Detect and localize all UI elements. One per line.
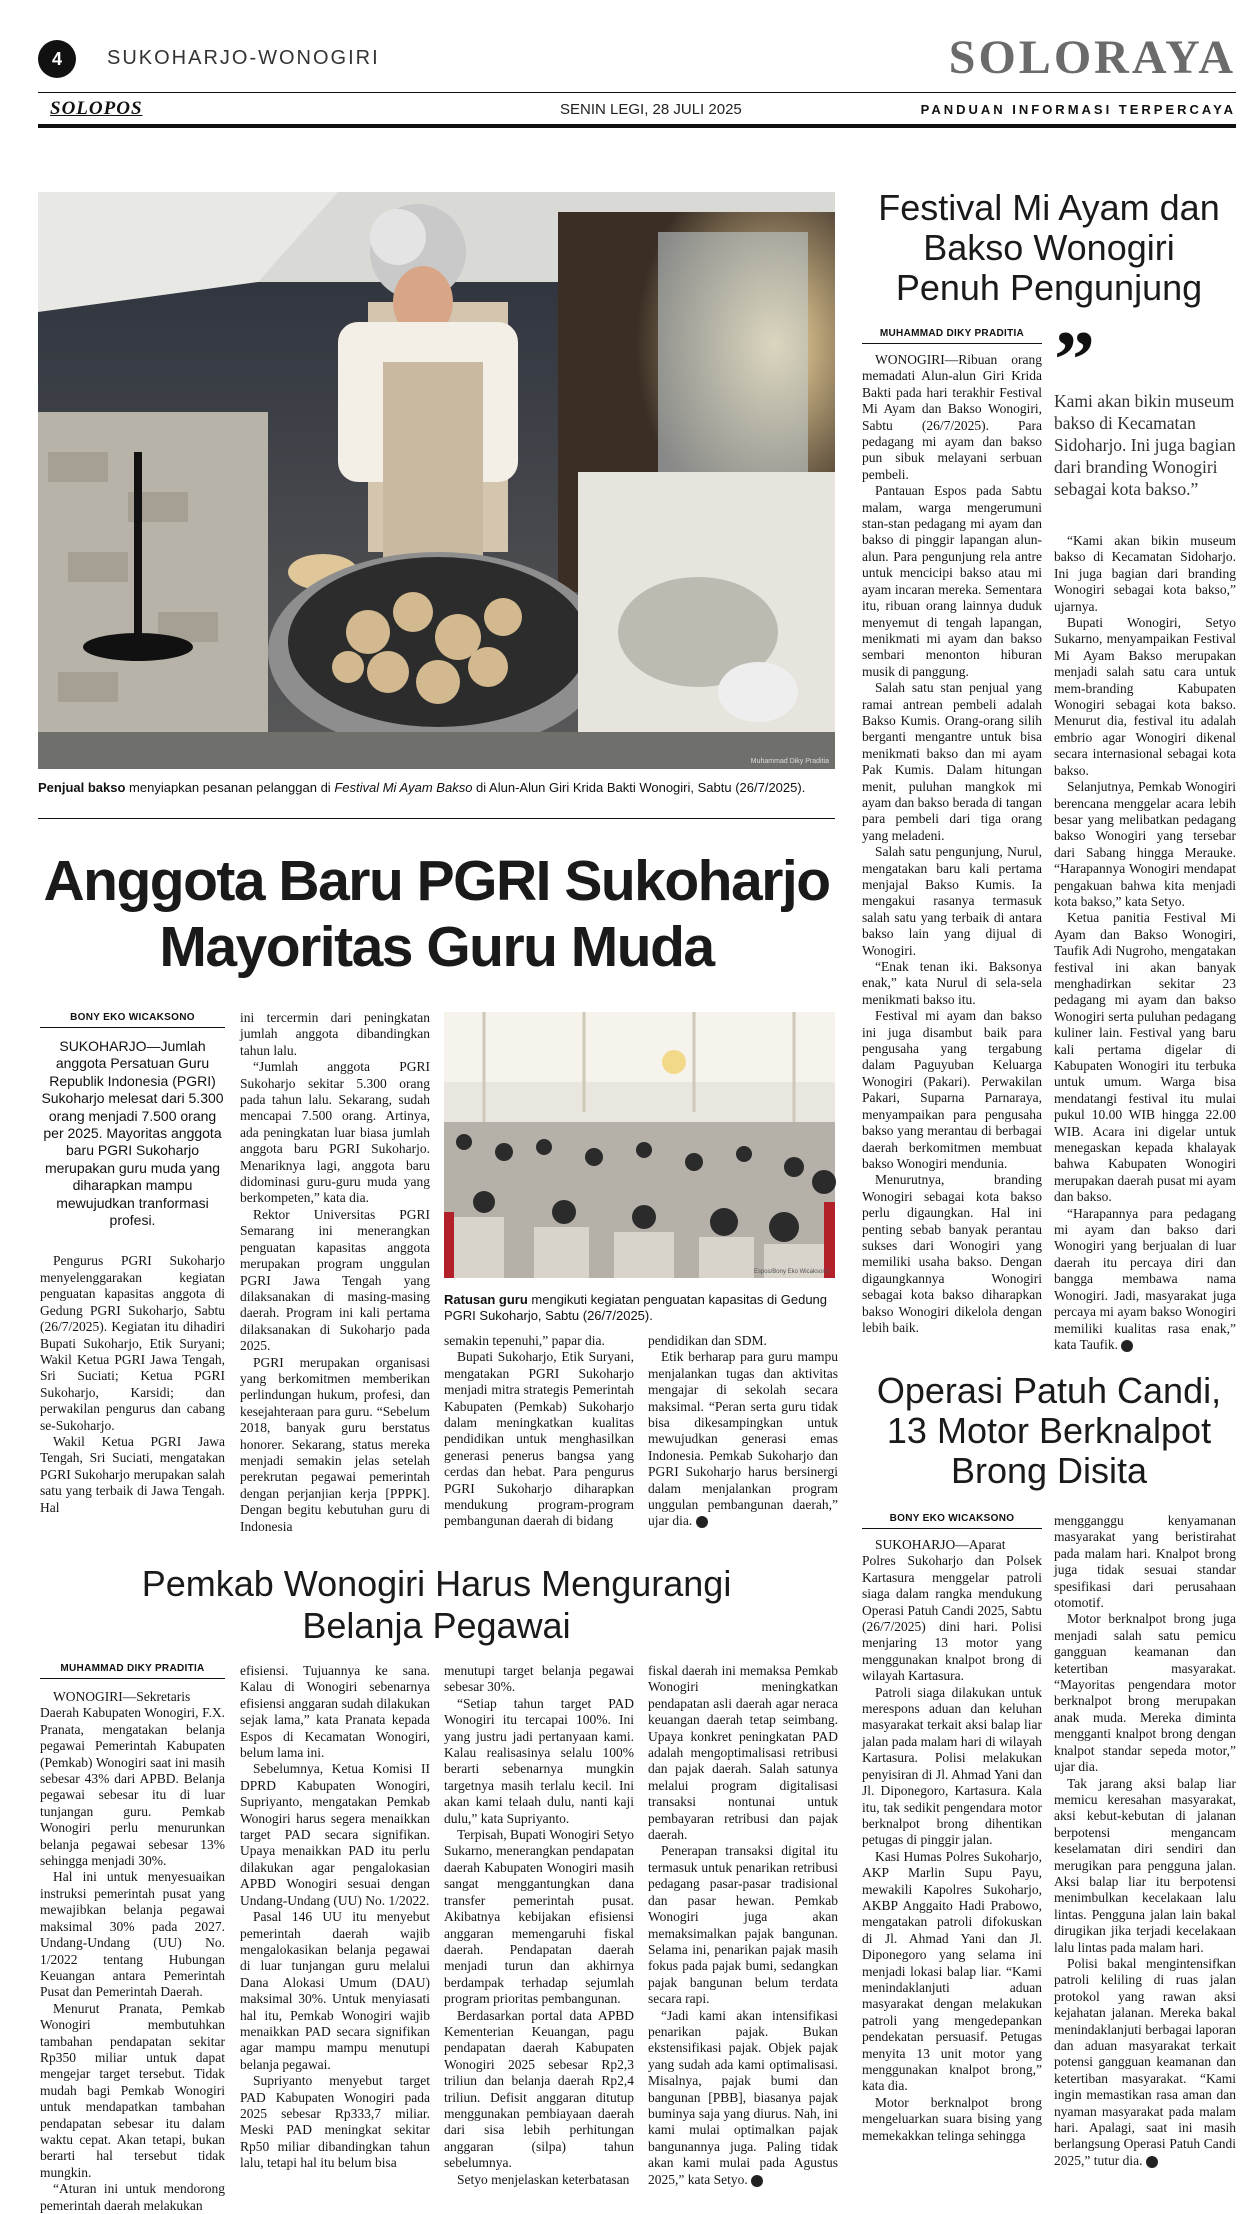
main-photo-caption xyxy=(38,780,838,796)
masthead-logo: SOLOPOS xyxy=(50,98,143,119)
column-text: WONOGIRI—Sekretaris Daerah Kabupaten Wonogiri, F.X. Pranata, mengatakan belanja pegawai Pemerintah Kabupaten (Pemkab) Wonogiri saat ini masih sebesar 43% dari APBD. Belanja pegawai sebesar itu di luar tunjangan guru. Pemkab Wonogiri perlu menurunkan belanja pegawai sebesar 13% sehingga menjadi 30%. Hal ini untuk menyesuaikan instruksi pemerintah pusat yang mewajibkan belanja pegawai maksimal 30% pada 2027. Undang-Undang (UU) No. 1/2022 tentang Hubungan Keuangan antara Pemerintah Pusat dan Pemerintah Daerah. Menurut Pranata, Pemkab Wonogiri membutuhkan tambahan pendapatan sekitar Rp350 miliar untuk dapat mengejar target tersebut. Tidak mudah bagi Pemkab Wonogiri untuk mendapatkan tambahan pendapatan sebesar itu dalam waktu cepat. Akan tetapi, bukan berarti hal tersebut tidak mungkin. “Aturan ini untuk mendorong pemerintah daerah melakukan xyxy=(40,1689,225,2213)
headline-line: Belanja Pegawai xyxy=(302,1605,571,1646)
pegawai-column-4: fiskal daerah ini memaksa Pemkab Wonogiri meningkatkan pendapatan asli daerah agar neraca keuangan daerah tetap seimbang. Upaya konkret peningkatan PAD adalah mengoptimalisasi retribusi dan pajak daerah. Salah satunya melalui program digitalisasi transaksi nontunai untuk pembayaran retribusi dan pajak daerah. Penerapan transaksi digital itu termasuk untuk penarikan retribusi pedagang pasar-pasar tradisional dan pasar hewan. Pemkab Wonogiri juga akan memaksimalkan pajak bangunan. Selama ini, penarikan pajak masih fokus pada pajak bumi, sedangkan pajak bangunan belum terdata secara rapi. “Jadi kami akan intensifikasi penarikan pajak. Bukan ekstensifikasi pajak. Objek pajak yang sudah ada kami optimalisasi. Misalnya, pajak bumi dan bangunan [PBB], biasanya pajak buminya saja yang diurus. Nah, ini kami mulai optimalkan pajak bangunannya juga. Paling tidak akan kami mulai pada Agustus 2025,” kata Setyo. ❖ xyxy=(648,1663,838,2187)
headline-line: Mayoritas Guru Muda xyxy=(159,915,714,979)
header-rule xyxy=(38,92,1236,93)
photo-credit: Muhammad Diky Praditia xyxy=(750,758,829,765)
tagline: PANDUAN INFORMASI TERPERCAYA xyxy=(920,102,1236,117)
page-number-badge: 4 xyxy=(38,40,76,78)
festival-pullquote xyxy=(1054,314,1236,500)
caption-rule xyxy=(38,818,835,819)
caption-text: menyiapkan pesanan pelanggan di xyxy=(125,780,335,795)
bakso-seller-photo xyxy=(38,192,835,769)
festival-headline xyxy=(862,188,1236,308)
caption-italic: Festival Mi Ayam Bakso xyxy=(334,780,473,795)
pegawai-column-2: efisiensi. Tujuannya ke sana. Kalau di Wonogiri sebenarnya efisiensi anggaran sudah dilakukan sejak lama,” kata Pranata kepada Espos di Kecamatan Wonogiri, belum lama ini. Sebelumnya, Ketua Komisi II DPRD Kabupaten Wonogiri, Supriyanto, mengatakan Pemkab Wonogiri harus segera menaikkan target PAD secara signifikan. Upaya menaikkan PAD itu perlu dilakukan agar pengalokasian APBD Wonogiri sesuai dengan Undang-Undang (UU) No. 1/2022. Pasal 146 UU itu menyebut pemerintah daerah wajib mengalokasikan belanja pegawai di luar tunjangan guru melalui Dana Alokasi Umum (DAU) maksimal 30%. Untuk menyiasati hal itu, Pemkab Wonogiri wajib menaikkan PAD secara signifikan agar mampu mampu menutupi belanja pegawai. Supriyanto menyebut target PAD Kabupaten Wonogiri pada 2025 sebesar Rp333,7 miliar. Meski PAD meningkat sekitar Rp50 miliar dibandingkan tahun lalu, tetapi hal itu belum bisa xyxy=(240,1663,430,2171)
column-text: WONOGIRI—Ribuan orang memadati Alun-alun Giri Krida Bakti pada hari terakhir Festival Mi Ayam dan Bakso Wonogiri, Sabtu (26/7/2025). Para pedagang mi ayam dan bakso pun sibuk melayani serbuan pembeli. Pantauan Espos pada Sabtu malam, warga mengerumuni stan-stan pedagang mi ayam dan bakso di pinggir lapangan alun-alun. Para pengunjung rela antre untuk mencicipi bakso atau mi ayam incaran mereka. Sementara itu, ribuan orang lainnya duduk menyemut di tengah lapangan, menikmati mi ayam dan bakso sembari menonton hiburan musik di panggung. Salah satu stan penjual yang ramai antrean pembeli adalah Bakso Kumis. Orang-orang silih berganti mengantre untuk bisa menikmati bakso dan mi ayam Pak Kumis. Dalam hitungan menit, puluhan mangkok mi ayam dan bakso berada di tangan para pembeli dari tiga orang yang meladeni. Salah satu pengunjung, Nurul, mengatakan baru kali pertama menjajal Bakso Kumis. Ia mengakui rasanya termasuk salah satu yang terbaik di antara bakso lain yang dijual di Wonogiri. “Enak tenan iki. Baksonya enak,” kata Nurul di sela-sela menikmati bakso itu. Festival mi ayam dan bakso ini juga disambut baik para pengusaha yang tergabung dalam Paguyuban Keluarga Wonogiri (Pakari). Perwakilan Pakari, Suparna Parnaraya, menyampaikan para pengusaha bakso yang merantau di berbagai daerah berkomitmen membuat bakso Wonogiri mendunia. Menurutnya, branding Wonogiri sebagai kota bakso perlu digaungkan. Hal ini penting sebab banyak perantau sukses dari Wonogiri yang memiliki usaha bakso. Dengan digaungkannya Wonogiri sebagai kota bakso diharapkan bakso Wonogiri dikelola dengan lebih baik. xyxy=(862,352,1042,1335)
headline-line: Operasi Patuh Candi, xyxy=(876,1370,1222,1411)
pgri-column-2: ini tercermin dari peningkatan jumlah anggota dibandingkan tahun lalu. “Jumlah anggota PGRI Sukoharjo sekitar 5.300 orang pada tahun lalu. Sekarang, sudah mencapai 7.500 orang. Artinya, ada peningkatan luar biasa jumlah anggota baru PGRI Sukoharjo. Menariknya lagi, anggota baru didominasi guru-guru muda yang berkompeten,” kata dia. Rektor Universitas PGRI Semarang ini menerangkan penguatan kapasitas anggota merupakan program unggulan PGRI Jawa Tengah yang dilaksanakan di masing-masing daerah. Program ini kali pertama dilaksanakan di Sukoharjo pada 2025. PGRI merupakan organisasi yang berkomitmen memberikan perlindungan hukum, profesi, dan kesejahteraan para guru. “Sebelum 2018, banyak guru berstatus honorer. Sekarang, status mereka menjadi semakin jelas setelah perekrutan pegawai pemerintah dengan perjanjian kerja [PPPK]. Dengan begitu kebutuhan guru di Indonesia xyxy=(240,1010,430,1534)
column-text: Pengurus PGRI Sukoharjo menyelenggarakan kegiatan penguatan kapasitas anggota di Gedung PGRI Sukoharjo, Sabtu (26/7/2025). Kegiatan itu dihadiri Bupati Sukoharjo, Etik Suryani; Wakil Ketua PGRI Jawa Tengah, Sri Suciati; Ketua PGRI Sukoharjo, Karsidi; dan perwakilan pengurus dan cabang se-Sukoharjo. Wakil Ketua PGRI Jawa Tengah, Sri Suciati, mengatakan PGRI Sukoharjo merupakan salah satu yang terbaik di Jawa Tengah. Hal xyxy=(40,1253,225,1515)
issue-date: SENIN LEGI, 28 JULI 2025 xyxy=(560,101,742,118)
header-bottom-rule xyxy=(38,124,1236,128)
teachers-illustration xyxy=(444,1012,835,1278)
teachers-photo-caption xyxy=(444,1292,835,1324)
caption-text: di Alun-Alun Giri Krida Bakti Wonogiri, Sabtu (26/7/2025). xyxy=(472,780,806,795)
pgri-column-1 xyxy=(40,1012,225,1516)
end-mark-icon: ❖ xyxy=(1121,1340,1133,1352)
headline-line: Festival Mi Ayam dan xyxy=(878,187,1220,228)
festival-column-1 xyxy=(862,328,1042,1336)
byline: BONY EKO WICAKSONO xyxy=(862,1513,1042,1529)
pegawai-column-1 xyxy=(40,1663,225,2214)
byline: BONY EKO WICAKSONO xyxy=(40,1012,225,1028)
caption-bold: Penjual bakso xyxy=(38,780,126,795)
end-mark-icon: ❖ xyxy=(751,2175,763,2187)
quote-mark-icon: ” xyxy=(1054,314,1095,405)
festival-column-2: “Kami akan bikin museum bakso di Kecamatan Sidoharjo. Ini juga bagian dari branding Wonogiri sebagai kota bakso,” ujarnya. Bupati Wonogiri, Setyo Sukarno, menyampaikan Festival Mi Ayam Bakso merupakan menjadi salah satu cara untuk mem-branding Kabupaten Wonogiri sebagai kota bakso. Menurut dia, festival itu adalah embrio agar Wonogiri dikenal secara internasional sebagai kota bakso. Selanjutnya, Pemkab Wonogiri berencana menggelar acara lebih besar yang melibatkan pedagang bakso Wonogiri yang tersebar dari Sabang hingga Merauke. “Harapannya Wonogiri mendapat pengakuan bahwa kita menjadi kota bakso,” kata Setyo. Ketua panitia Festival Mi Ayam dan Bakso Wonogiri, Taufik Adi Nugroho, mengatakan festival ini akan banyak menghadirkan sekitar 23 pedagang mi ayam dan bakso Wonogiri serta puluhan pedagang kuliner lain. Festival yang baru kali pertama digelar di Kabupaten Wonogiri itu terbuka untuk umum. Warga bisa mendatangi festival itu mulai pukul 10.00 WIB hingga 22.00 WIB. Acara ini digelar untuk menegaskan kepada khalayak bahwa Kabupaten Wonogiri merupakan daerah pusat mi ayam dan bakso. “Harapannya para pedagang mi ayam dan bakso dari Wonogiri yang berjualan di luar daerah itu percaya diri dan bangga membawa nama Wonogiri. Jadi, masyarakat juga percaya mi ayam bakso Wonogiri memiliki kualitas rasa enak,” kata Taufik. ❖ xyxy=(1054,533,1236,1352)
caption-bold: Ratusan guru xyxy=(444,1292,528,1307)
pegawai-headline xyxy=(38,1563,835,1647)
section-label: SUKOHARJO-WONOGIRI xyxy=(107,47,380,69)
headline-line: Bakso Wonogiri xyxy=(923,227,1175,268)
lead-paragraph: SUKOHARJO—Jumlah anggota Persatuan Guru Republik Indonesia (PGRI) Sukoharjo melesat dari 5.300 orang menjadi 7.500 orang per 2025. Mayoritas anggota baru PGRI Sukoharjo merupakan guru muda yang diharapkan mampu mewujudkan tranformasi profesi. xyxy=(41,1038,224,1229)
byline: MUHAMMAD DIKY PRADITIA xyxy=(862,328,1042,344)
headline-line: 13 Motor Berknalpot xyxy=(886,1410,1212,1451)
bakso-seller-illustration xyxy=(38,192,835,769)
end-mark-icon: ❖ xyxy=(1146,2156,1158,2168)
pullquote-text: Kami akan bikin museum bakso di Kecamatan Sidoharjo. Ini juga bagian dari branding Wonogiri sebagai kota bakso.” xyxy=(1054,391,1236,499)
candi-headline xyxy=(862,1371,1236,1491)
headline-line: Brong Disita xyxy=(950,1450,1148,1491)
caption-text: mengikuti kegiatan penguatan kapasitas di Gedung PGRI Sukoharjo, Sabtu (26/7/2025). xyxy=(444,1292,828,1323)
pgri-headline xyxy=(38,848,835,980)
pgri-column-4: pendidikan dan SDM. Etik berharap para guru mampu menjalankan tugas dan aktivitas mengajar di sekolah secara maksimal. “Peran serta guru tidak bisa dikesampingkan untuk mewujudkan generasi emas Indonesia. Pemkab Sukoharjo dan PGRI Sukoharjo harus bersinergi dalam menjalankan program unggulan pembangunan daerah,” ujar dia. ❖ xyxy=(648,1333,838,1529)
candi-column-2: mengganggu kenyamanan masyarakat yang beristirahat pada malam hari. Knalpot brong juga tidak sesuai standar spesifikasi dari perusahaan otomotif. Motor berknalpot brong juga menjadi salah satu pemicu gangguan keamanan dan ketertiban masyarakat. “Mayoritas pengendara motor berknalpot brong merupakan anak muda. Mereka diminta mengganti knalpot brong dengan knalpot standar sepeda motor,” ujar dia. Tak jarang aksi balap liar memicu keresahan masyarakat, aksi kebut-kebutan di jalanan berpotensi mengancam keselamatan diri sendiri dan merugikan para pengguna jalan. Aksi balap liar itu berpotensi menimbulkan kecelakaan lalu lintas. Pengguna jalan lain bakal dirugikan jika terjadi kecelakaan lalu lintas pada malam hari. Polisi bakal mengintensifkan patroli keliling di ruas jalan protokol yang rawan aksi kejahatan jalanan. Mereka bakal menindaklanjuti berbagai laporan dan aduan masyarakat terkait potensi gangguan keamanan dan ketertiban masyarakat. “Kami ingin memastikan rasa aman dan nyaman masyarakat pada malam hari. Apalagi, saat ini masih berlangsung Operasi Patuh Candi 2025,” tutur dia. ❖ xyxy=(1054,1513,1236,2168)
pegawai-column-3: menutupi target belanja pegawai sebesar 30%. “Setiap tahun target PAD Wonogiri itu tercapai 100%. Ini yang justru jadi pertanyaan kami. Kalau realisasinya selalu 100% berarti sebenarnya mungkin targetnya masih terlalu kecil. Ini akan kami telaah dulu, nanti kaji dulu,” kata Supriyanto. Terpisah, Bupati Wonogiri Setyo Sukarno, menerangkan pendapatan daerah Kabupaten Wonogiri masih sangat menggantungkan dana transfer pemerintah pusat. Akibatnya kebijakan efisiensi anggaran memengaruhi fiskal daerah. Pendapatan daerah menjadi turun dan akhirnya berdampak terhadap sejumlah program prioritas pembangunan. Berdasarkan portal data APBD Kementerian Keuangan, pagu pendapatan daerah Kabupaten Wonogiri 2025 sebesar Rp2,3 triliun dan belanja daerah Rp2,4 triliun. Defisit anggaran ditutup menggunakan pembiayaan daerah dari sisa lebih perhitungan anggaran (silpa) tahun sebelumnya. Setyo menjelaskan keterbatasan xyxy=(444,1663,634,2187)
byline: MUHAMMAD DIKY PRADITIA xyxy=(40,1663,225,1679)
headline-line: Anggota Baru PGRI Sukoharjo xyxy=(43,849,830,913)
end-mark-icon: ❖ xyxy=(696,1516,708,1528)
photo-credit: Espos/Bony Eko Wicaksono xyxy=(753,1269,829,1275)
column-text: SUKOHARJO—Aparat Polres Sukoharjo dan Polsek Kartasura menggelar patroli siaga dalam rangka mendukung Operasi Patuh Candi 2025, Sabtu (26/7/2025) dini hari. Polisi menjaring 13 motor yang menggunakan knalpot brong di wilayah Kartasura. Patroli siaga dilakukan untuk merespons aduan dan keluhan masyarakat terkait aksi balap liar jalan pada malam hari di wilayah Kartasura. Polisi melakukan penyisiran di Jl. Ahmad Yani dan Jl. Diponegoro, Kartasura. Kala itu, tak sedikit pengendara motor berknalpot brong dihentikan petugas di pinggir jalan. Kasi Humas Polres Sukoharjo, AKP Marlin Supu Payu, mewakili Kapolres Sukoharjo, AKBP Anggaito Hadi Prabowo, mengatakan patroli difokuskan di Jl. Ahmad Yani dan Jl. Diponegoro yang selama ini menjadi lokasi balap liar. “Kami menindaklanjuti aduan masyarakat dengan melakukan patroli yang mengedepankan pendekatan persuasif. Petugas menyita 13 unit motor yang menggunakan knalpot brong,” kata dia. Motor berknalpot brong mengeluarkan suara bising yang memekakkan telinga sehingga xyxy=(862,1537,1042,2143)
rubric-title: SOLORAYA xyxy=(948,31,1236,84)
teachers-photo xyxy=(444,1012,835,1278)
headline-line: Penuh Pengunjung xyxy=(895,267,1203,308)
candi-column-1 xyxy=(862,1513,1042,2144)
pgri-column-3: semakin tepenuhi,” papar dia. Bupati Sukoharjo, Etik Suryani, mengatakan PGRI Sukoharjo menjadi mitra strategis Pemerintah Kabupaten (Pemkab) Sukoharjo dalam meningkatkan kualitas pendidikan untuk menghasilkan generasi penerus bangsa yang cerdas dan hebat. Para pengurus PGRI Sukoharjo diharapkan mendukung program-program pembangunan daerah di bidang xyxy=(444,1333,634,1529)
headline-line: Pemkab Wonogiri Harus Mengurangi xyxy=(141,1563,732,1604)
